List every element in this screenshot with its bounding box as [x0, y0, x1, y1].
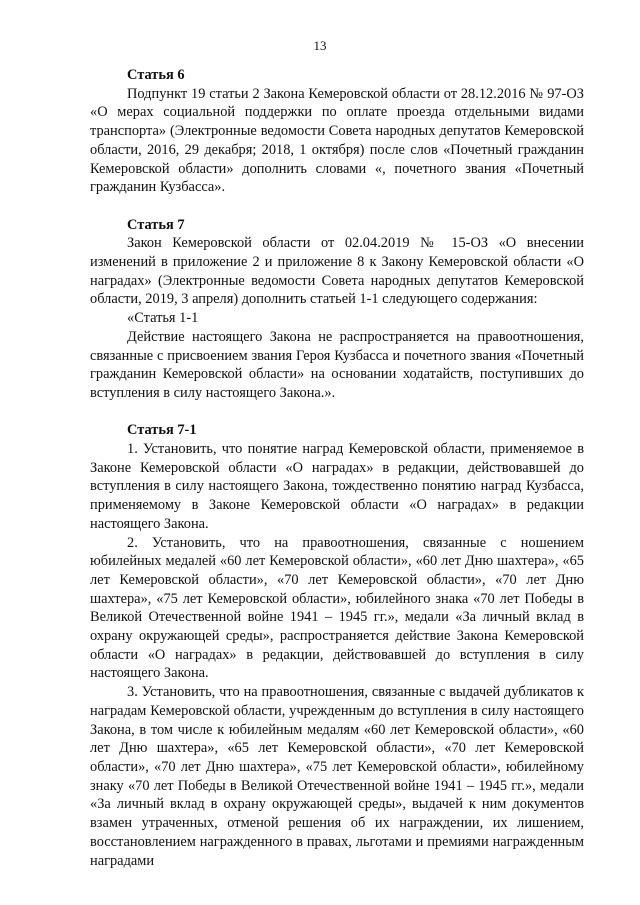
paragraph: Закон Кемеровской области от 02.04.2019 № 15-ОЗ «О внесении изменений в приложение 2 и приложение 8 к Закону Кемеровской области «О наградах» (Электронные ведомости Совета народных депутатов Кемеровской области, 2019, 3 апреля) дополнить статьей 1-1 следующего содержания: [90, 235, 584, 308]
paragraph: 1. Установить, что понятие наград Кемеровской области, применяемое в Законе Кемеровской области «О наградах» в редакции, действовавшей до вступления в силу настоящего Закона, тождественно понятию наград Кузбасса, применяемому в Законе Кемеровской области «О наградах» в редакции настоящего Закона. [90, 441, 584, 532]
document-body [90, 66, 584, 870]
article-heading: Статья 6 [127, 67, 185, 83]
article-heading: Статья 7 [127, 216, 185, 233]
article-heading: Статья 7-1 [127, 422, 197, 439]
article-6 [90, 66, 584, 197]
page-number: 13 [313, 38, 327, 53]
quoted-article-title: «Статья 1-1 [127, 310, 199, 327]
article-7-1 [90, 421, 584, 870]
paragraph: Действие настоящего Закона не распространяется на правоотношения, связанные с присвоением звания Героя Кузбасса и почетного звания «Почетный гражданин Кемеровской области» на основании ходатайств, поступивших до вступления в силу настоящего Закона.». [90, 328, 584, 401]
article-7 [90, 216, 584, 403]
paragraph: Подпункт 19 статьи 2 Закона Кемеровской области от 28.12.2016 № 97-ОЗ «О мерах социальной поддержки по оплате проезда отдельными видами транспорта» (Электронные ведомости Совета народных депутатов Кемеровской области, 2016, 29 декабря; 2018, 1 октября) после слов «Почетный гражданин Кемеровской области» дополнить словами «, почетного звания «Почетный гражданин Кузбасса». [90, 85, 584, 196]
paragraph: 3. Установить, что на правоотношения, связанные с выдачей дубликатов к наградам Кемеровской области, учрежденным до вступления в силу настоящего Закона, в том числе к юбилейным медалям «60 лет Кемеровской области», «60 лет Дню шахтера», «65 лет Кемеровской области», «70 лет Кемеровской области», «70 лет Дню шахтера», «75 лет Кемеровской области», юбилейному знаку «70 лет Победы в Великой Отечественной войне 1941 – 1945 гг.», медали «За личный вклад в охрану окружающей среды», выдачей к ним документов взамен утраченных, отменой решения об их награждении, их лишением, восстановлением награжденного в правах, льготами и премиями награжденным наградами [90, 684, 584, 869]
paragraph: 2. Установить, что на правоотношения, связанные с ношением юбилейных медалей «60 лет Кемеровской области», «60 лет Дню шахтера», «65 лет Кемеровской области», «70 лет Кемеровской области», «70 лет Дню шахтера», «75 лет Кемеровской области», юбилейного знака «70 лет Победы в Великой Отечественной войне 1941 – 1945 гг.», медали «За личный вклад в охрану окружающей среды», распространяется действие Закона Кемеровской области «О наградах» в редакции, действовавшей до вступления в силу настоящего Закона. [90, 534, 584, 682]
